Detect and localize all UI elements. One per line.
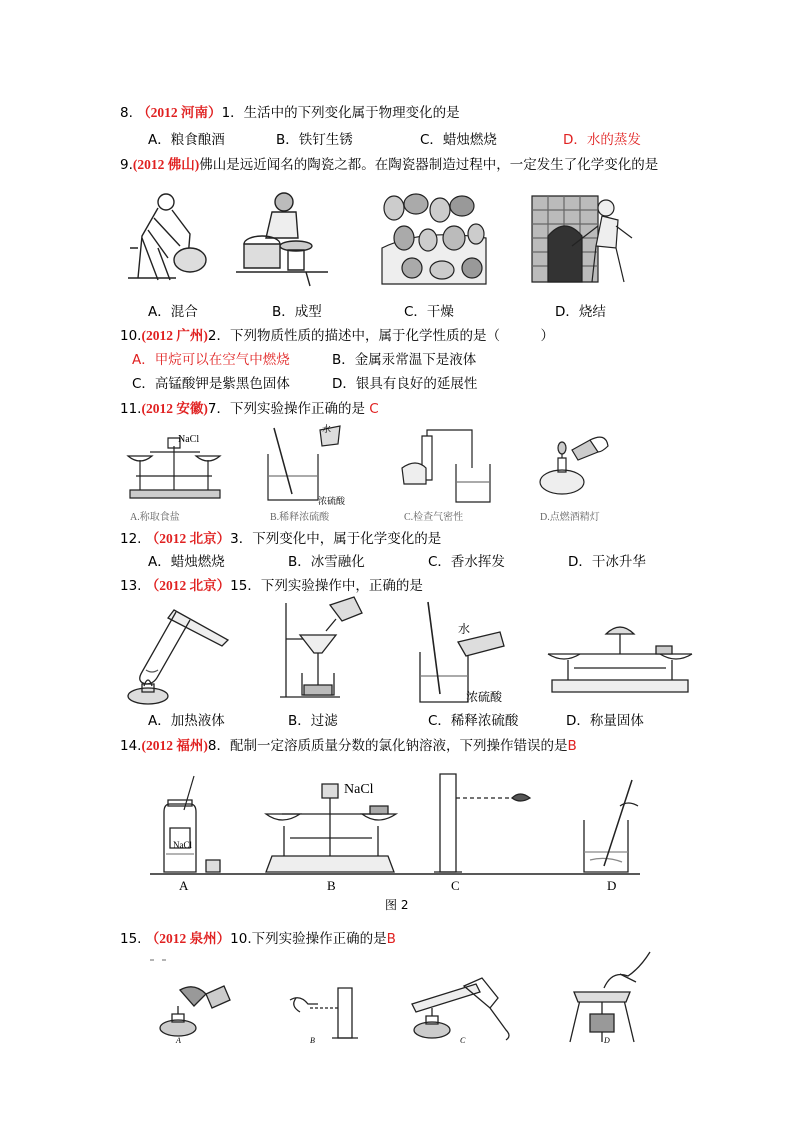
q14-answer: B [567,738,577,754]
q15-source: （2012 泉州） [145,931,231,946]
q10-source: (2012 广州) [141,328,208,343]
balance-weighing-salt-icon [120,432,230,502]
q13-number: 13. [120,578,142,594]
q13-text: 15．下列实验操作中，正确的是 [230,578,423,594]
kiln-firing-icon [532,186,642,286]
q13-option-c: C．稀释浓硫酸 [428,713,519,729]
q13-water-label: 水 [458,622,471,636]
q13-option-a: A．加热液体 [148,713,225,729]
q10-text: 2．下列物质性质的描述中，属于化学性质的是（ ） [207,328,554,344]
balance-weighing-solid-icon [544,620,696,694]
drying-pottery-icon [382,188,486,284]
filtration-icon [280,595,380,703]
q12-option-c: C．香水挥发 [428,554,505,570]
q9-text: 佛山是远近闻名的陶瓷之都。在陶瓷器制造过程中，一定发生了化学变化的是 [199,157,659,173]
q15-text: 10.下列实验操作正确的是 [230,931,387,947]
q15-letter-d: D [604,1036,610,1045]
q13-source: （2012 北京） [145,578,231,593]
light-alcohol-lamp-icon [532,428,612,498]
person-mixing-clay-icon [128,188,228,288]
q10-option-b: B．金属汞常温下是液体 [332,352,477,368]
q11-text: 7．下列实验操作正确的是 [207,401,370,417]
q11-stem [120,400,379,418]
q15-answer: B [386,931,396,947]
heating-liquid-icon [124,600,234,708]
q13-option-b: B．过滤 [288,713,338,729]
q11-caption-b: B.稀释浓硫酸 [270,512,330,523]
q12-option-b: B．冰雪融化 [288,554,365,570]
q11-source: (2012 安徽) [141,401,208,416]
q11-water-label: 水 [322,424,332,434]
q10-option-d: D．银具有良好的延展性 [332,376,478,392]
q14-stem [120,737,577,755]
q15-stem [120,930,396,948]
q14-figure [150,770,650,878]
q9-source: (2012 佛山) [132,157,200,172]
q12-stem [120,530,441,548]
q8-option-b: B．铁钉生锈 [276,132,353,148]
q14-number: 14. [120,738,142,754]
q12-option-d: D．干冰升华 [568,554,646,570]
q9-option-c: C．干燥 [404,304,454,320]
q10-number: 10. [120,328,142,344]
q11-number: 11. [120,401,142,417]
q10-option-a: A．甲烷可以在空气中燃烧 [132,352,290,368]
q8-stem [120,104,460,122]
potter-wheel-icon [232,188,332,288]
q11-caption-c: C.检查气密性 [404,512,464,523]
q15-figure [150,950,670,1045]
q14-letter-d: D [607,878,617,893]
q11-answer: C [369,401,379,417]
q11-caption-a: A.称取食盐 [130,512,180,523]
q13-acid-label: 浓硫酸 [466,690,503,704]
q12-source: （2012 北京） [145,531,231,546]
q14-source: (2012 福州) [141,738,208,753]
q14-text: 8．配制一定溶质质量分数的氯化钠溶液，下列操作错误的是 [207,738,568,754]
q14-jar-label: NaCl [173,840,192,850]
q9-option-d: D．烧结 [555,304,606,320]
q14-letter-a: A [179,878,189,893]
q15-letter-c: C [460,1036,466,1045]
q8-option-d: D．水的蒸发 [563,132,641,148]
q12-option-a: A．蜡烛燃烧 [148,554,225,570]
q11-nacl-label: NaCl [178,434,200,445]
q15-letter-a: A [176,1036,181,1045]
q15-letter-b: B [310,1036,315,1045]
q8-option-a: A．粮食酿酒 [148,132,225,148]
q8-number: 8. [120,105,133,121]
q15-number: 15. [120,931,142,947]
q9-number: 9. [120,157,133,173]
q8-text: 1．生活中的下列变化属于物理变化的是 [221,105,460,121]
q10-stem [120,327,554,345]
q8-source: （2012 河南） [137,105,222,120]
q9-option-b: B．成型 [272,304,322,320]
q11-caption-d: D.点燃酒精灯 [540,512,600,523]
q14-nacl-label: NaCl [344,782,374,797]
beaker-dilute-acid-icon [262,424,342,504]
q12-text: 3．下列变化中，属于化学变化的是 [230,531,442,547]
q9-stem [120,156,658,174]
check-airtightness-icon [396,428,496,506]
q14-figure-caption: 图 2 [385,898,409,912]
q8-option-c: C．蜡烛燃烧 [420,132,497,148]
q13-option-d: D．称量固体 [566,713,644,729]
q14-letter-b: B [327,878,336,893]
q9-option-a: A．混合 [148,304,198,320]
q13-stem [120,577,423,595]
q12-number: 12. [120,531,142,547]
q10-option-c: C．高锰酸钾是紫黑色固体 [132,376,290,392]
q14-letter-c: C [451,878,460,893]
q11-acid-label: 浓硫酸 [318,496,346,506]
